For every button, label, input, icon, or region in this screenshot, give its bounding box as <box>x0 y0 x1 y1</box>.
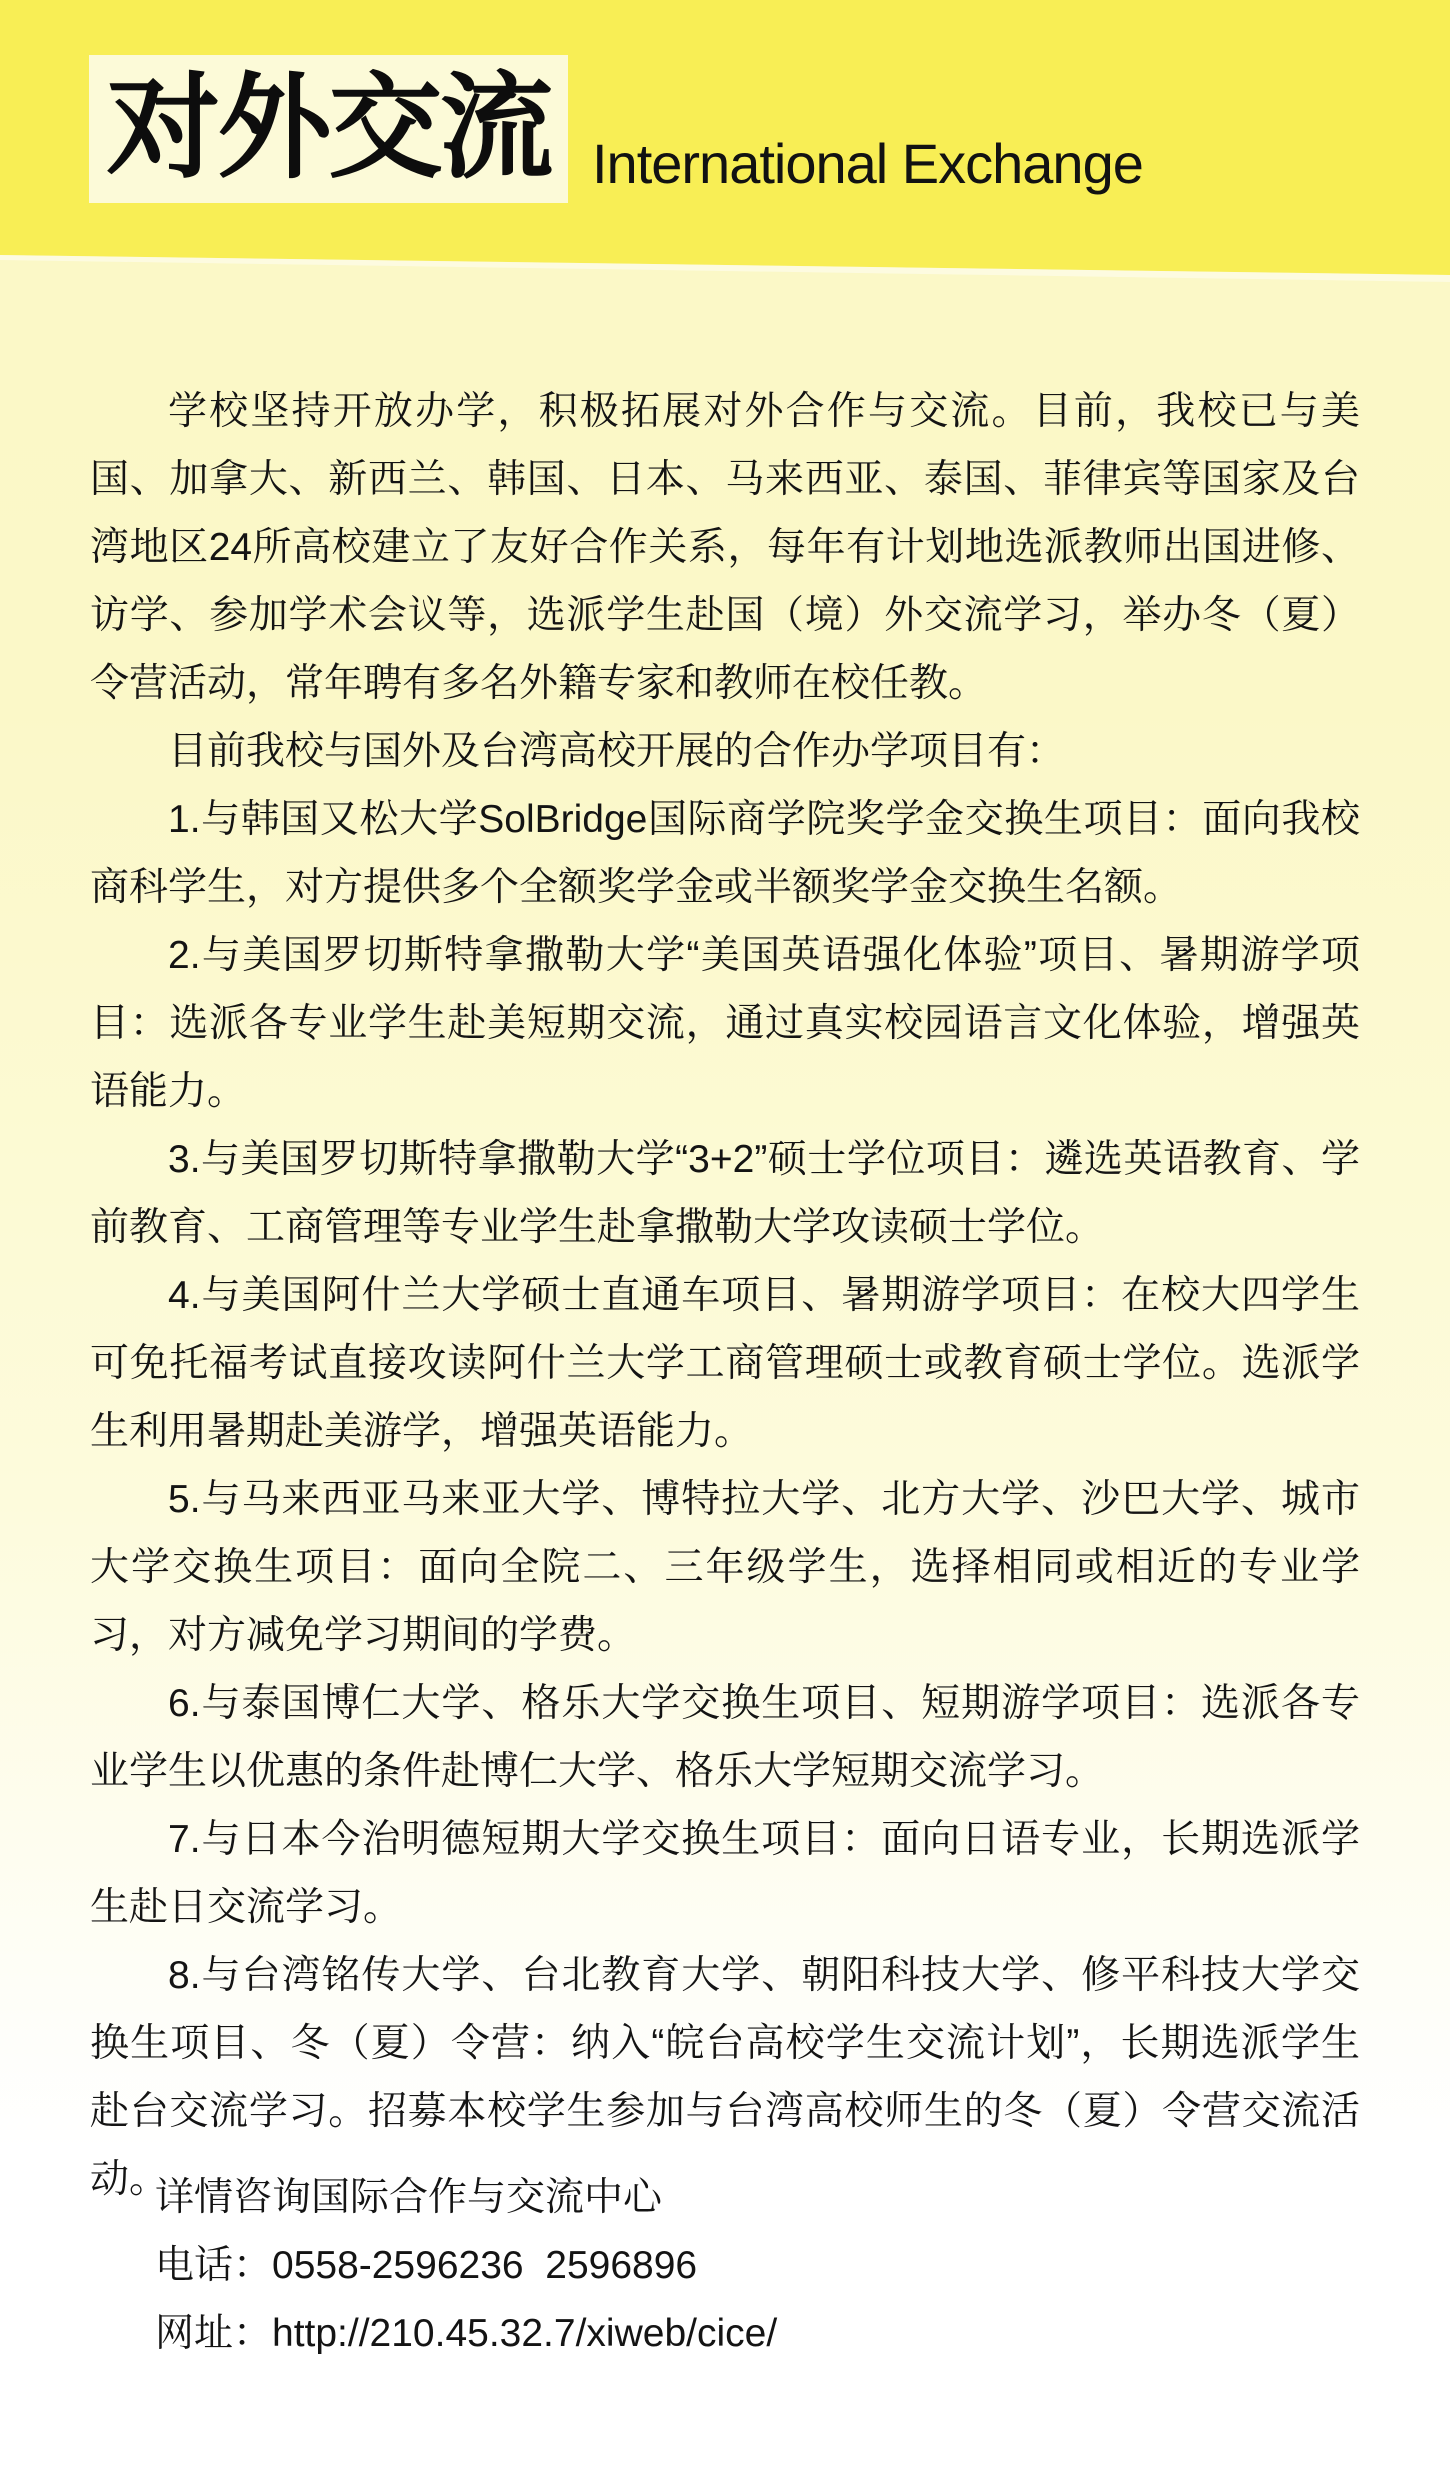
contact-line: 网址：http://210.45.32.7/xiweb/cice/ <box>155 2312 778 2355</box>
contact-line: 详情咨询国际合作与交流中心 <box>155 2176 663 2219</box>
paragraph: 6.与泰国博仁大学、格乐大学交换生项目、短期游学项目：选派各专业学生以优惠的条件赴博仁大学、格乐大学短期交流学习。 <box>90 1682 1360 1793</box>
page-title-chinese: 对外交流 <box>106 65 551 192</box>
paragraph: 7.与日本今治明德短期大学交换生项目：面向日语专业，长期选派学生赴日交流学习。 <box>90 1818 1360 1929</box>
contact-block <box>155 2164 777 2368</box>
title-box <box>89 55 568 203</box>
paragraph: 目前我校与国外及台湾高校开展的合作办学项目有： <box>168 730 1066 773</box>
body-text <box>90 378 1360 2214</box>
paragraph: 5.与马来西亚马来亚大学、博特拉大学、北方大学、沙巴大学、城市大学交换生项目：面向全院二、三年级学生，选择相同或相近的专业学习，对方减免学习期间的学费。 <box>90 1478 1360 1657</box>
paragraph: 学校坚持开放办学，积极拓展对外合作与交流。目前，我校已与美国、加拿大、新西兰、韩国、日本、马来西亚、泰国、菲律宾等国家及台湾地区24所高校建立了友好合作关系，每年有计划地选派教师出国进修、访学、参加学术会议等，选派学生赴国（境）外交流学习，举办冬（夏）令营活动，常年聘有多名外籍专家和教师在校任教。 <box>90 390 1360 705</box>
paragraph: 3.与美国罗切斯特拿撒勒大学“3+2”硕士学位项目：遴选英语教育、学前教育、工商管理等专业学生赴拿撒勒大学攻读硕士学位。 <box>90 1138 1360 1249</box>
paragraph: 8.与台湾铭传大学、台北教育大学、朝阳科技大学、修平科技大学交换生项目、冬（夏）令营：纳入“皖台高校学生交流计划”，长期选派学生赴台交流学习。招募本校学生参加与台湾高校师生的冬（夏）令营交流活动。 <box>90 1954 1360 2201</box>
paragraph: 2.与美国罗切斯特拿撒勒大学“美国英语强化体验”项目、暑期游学项目：选派各专业学生赴美短期交流，通过真实校园语言文化体验，增强英语能力。 <box>90 934 1360 1113</box>
paragraph: 1.与韩国又松大学SolBridge国际商学院奖学金交换生项目：面向我校商科学生，对方提供多个全额奖学金或半额奖学金交换生名额。 <box>90 798 1360 909</box>
contact-line: 电话：0558-2596236 2596896 <box>155 2244 698 2287</box>
page-title-english: International Exchange <box>592 132 1143 195</box>
paragraph: 4.与美国阿什兰大学硕士直通车项目、暑期游学项目：在校大四学生可免托福考试直接攻读阿什兰大学工商管理硕士或教育硕士学位。选派学生利用暑期赴美游学，增强英语能力。 <box>90 1274 1360 1453</box>
